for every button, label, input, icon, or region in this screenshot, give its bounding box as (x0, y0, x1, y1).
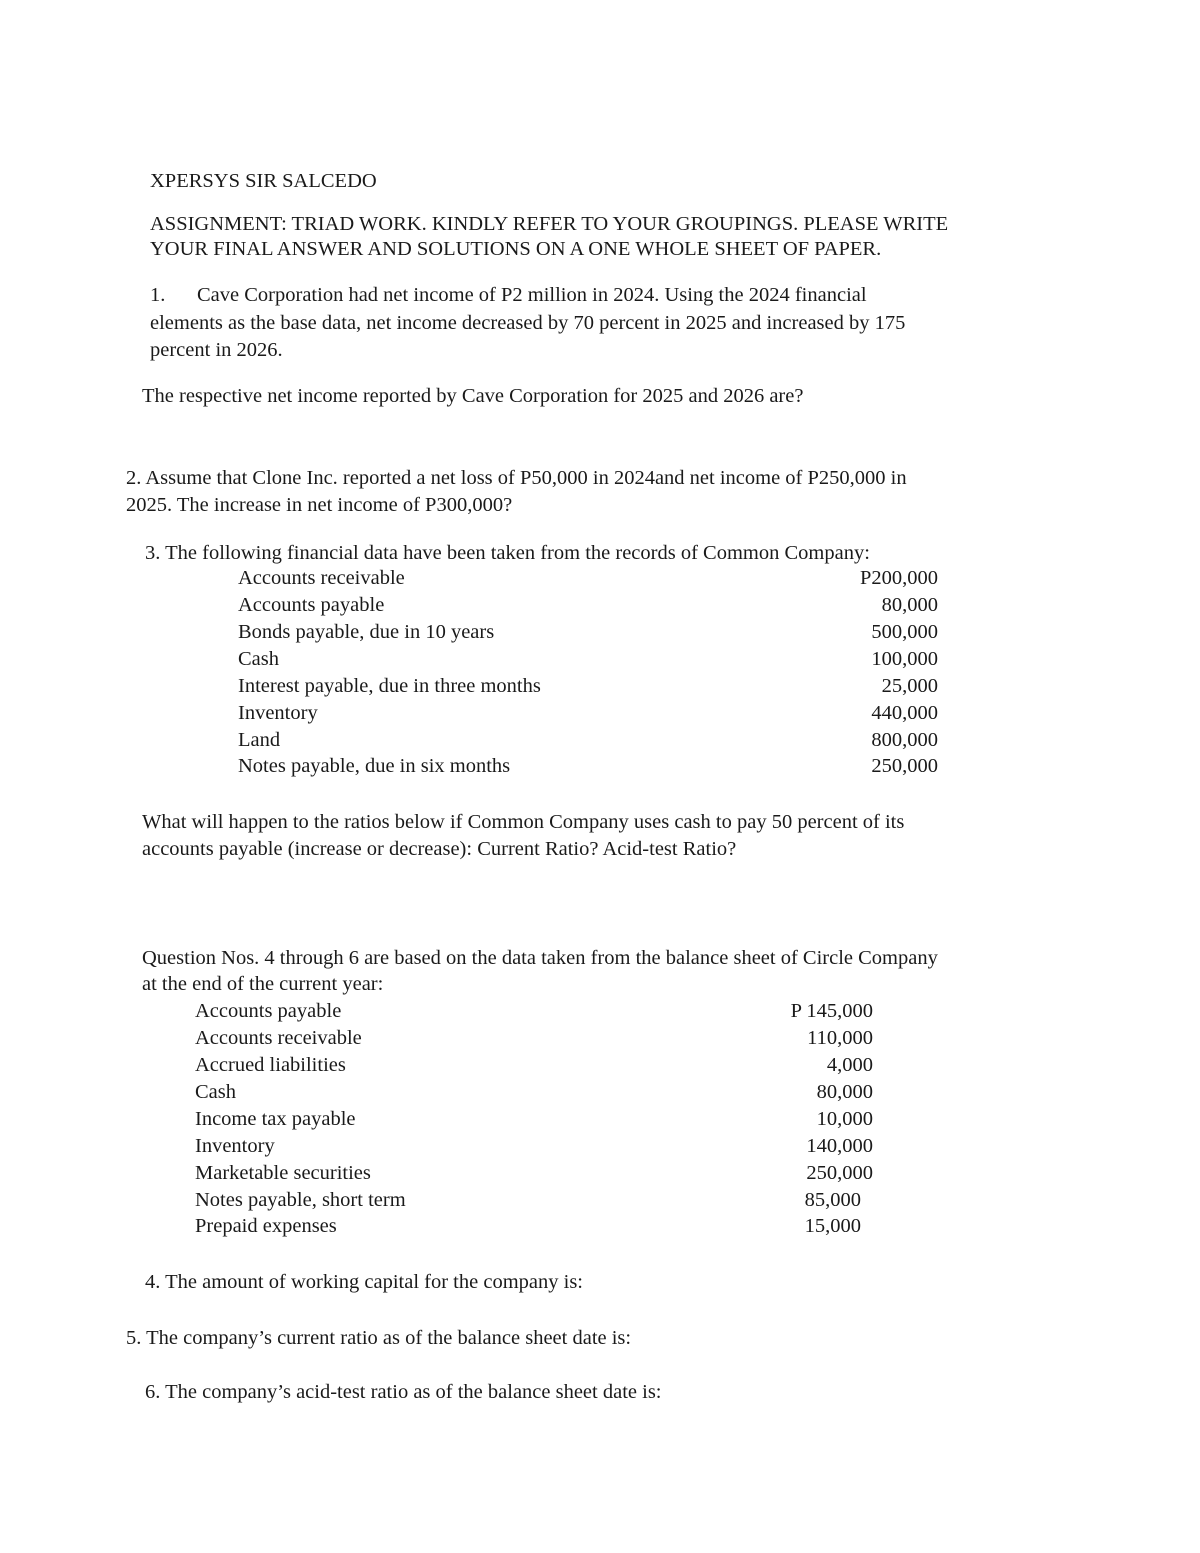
q4to6-intro-line1: Question Nos. 4 through 6 are based on the data taken from the balance sheet of Circle Company (142, 947, 938, 969)
item-value: 110,000 (807, 1027, 873, 1049)
list-item (195, 1187, 873, 1214)
item-value: 500,000 (871, 621, 938, 643)
q1-text-line1: Cave Corporation had net income of P2 million in 2024. Using the 2024 financial (197, 284, 867, 306)
item-value: P200,000 (859, 567, 938, 589)
assignment-instructions-line2: YOUR FINAL ANSWER AND SOLUTIONS ON A ONE WHOLE SHEET OF PAPER. (150, 238, 882, 260)
item-value: P 145,000 (790, 1000, 873, 1022)
q1-text-line3: percent in 2026. (150, 339, 283, 361)
item-label: Accounts payable (195, 1000, 342, 1022)
list-item (195, 1025, 873, 1052)
item-value: 4,000 (826, 1054, 873, 1076)
item-value: 80,000 (816, 1081, 873, 1103)
item-value: 250,000 (806, 1162, 873, 1184)
item-value: 140,000 (806, 1135, 873, 1157)
item-label: Marketable securities (195, 1162, 371, 1184)
item-label: Notes payable, due in six months (238, 755, 511, 777)
q3-intro: 3. The following financial data have been taken from the records of Common Company: (145, 542, 870, 564)
item-label: Accounts receivable (195, 1027, 362, 1049)
item-value: 25,000 (881, 675, 938, 697)
q1-number: 1. (150, 284, 166, 306)
item-value: 10,000 (816, 1108, 873, 1130)
q3-question-line1: What will happen to the ratios below if Common Company uses cash to pay 50 percent of its (142, 811, 905, 833)
item-value: 100,000 (871, 648, 938, 670)
list-item (238, 727, 938, 754)
q4-question: 4. The amount of working capital for the company is: (145, 1271, 583, 1293)
assignment-instructions-line1: ASSIGNMENT: TRIAD WORK. KINDLY REFER TO YOUR GROUPINGS. PLEASE WRITE (150, 213, 949, 235)
list-item (238, 673, 938, 700)
item-label: Notes payable, short term (195, 1189, 406, 1211)
item-label: Cash (195, 1081, 236, 1103)
list-item (238, 646, 938, 673)
item-label: Cash (238, 648, 279, 670)
q1-text-line2: elements as the base data, net income decreased by 70 percent in 2025 and increased by 175 (150, 312, 906, 334)
list-item (195, 1160, 873, 1187)
q6-question: 6. The company’s acid-test ratio as of the balance sheet date is: (145, 1381, 662, 1403)
item-label: Income tax payable (195, 1108, 356, 1130)
item-label: Accounts payable (238, 594, 385, 616)
item-value: 85,000 (804, 1189, 861, 1211)
item-label: Inventory (238, 702, 318, 724)
list-item (238, 619, 938, 646)
item-value: 80,000 (881, 594, 938, 616)
q1-question: The respective net income reported by Cave Corporation for 2025 and 2026 are? (142, 385, 804, 407)
list-item (238, 753, 938, 780)
item-value: 800,000 (871, 729, 938, 751)
item-label: Accounts receivable (238, 567, 405, 589)
item-value: 250,000 (871, 755, 938, 777)
item-label: Accrued liabilities (195, 1054, 346, 1076)
document-title: XPERSYS SIR SALCEDO (150, 170, 377, 192)
list-item (195, 998, 873, 1025)
item-label: Land (238, 729, 281, 751)
list-item (238, 592, 938, 619)
q2-text-line2: 2025. The increase in net income of P300,000? (126, 494, 513, 516)
list-item (195, 1079, 873, 1106)
list-item (238, 565, 938, 592)
item-value: 440,000 (871, 702, 938, 724)
list-item (195, 1213, 873, 1240)
list-item (195, 1106, 873, 1133)
item-label: Interest payable, due in three months (238, 675, 541, 697)
list-item (238, 700, 938, 727)
q4to6-intro-line2: at the end of the current year: (142, 973, 384, 995)
q2-text-line1: 2. Assume that Clone Inc. reported a net loss of P50,000 in 2024and net income of P250,000 in (126, 467, 907, 489)
item-label: Inventory (195, 1135, 275, 1157)
list-item (195, 1133, 873, 1160)
item-label: Prepaid expenses (195, 1215, 337, 1237)
item-label: Bonds payable, due in 10 years (238, 621, 495, 643)
q5-question: 5. The company’s current ratio as of the balance sheet date is: (126, 1327, 632, 1349)
list-item (195, 1052, 873, 1079)
item-value: 15,000 (804, 1215, 861, 1237)
q3-question-line2: accounts payable (increase or decrease): Current Ratio? Acid-test Ratio? (142, 838, 737, 860)
